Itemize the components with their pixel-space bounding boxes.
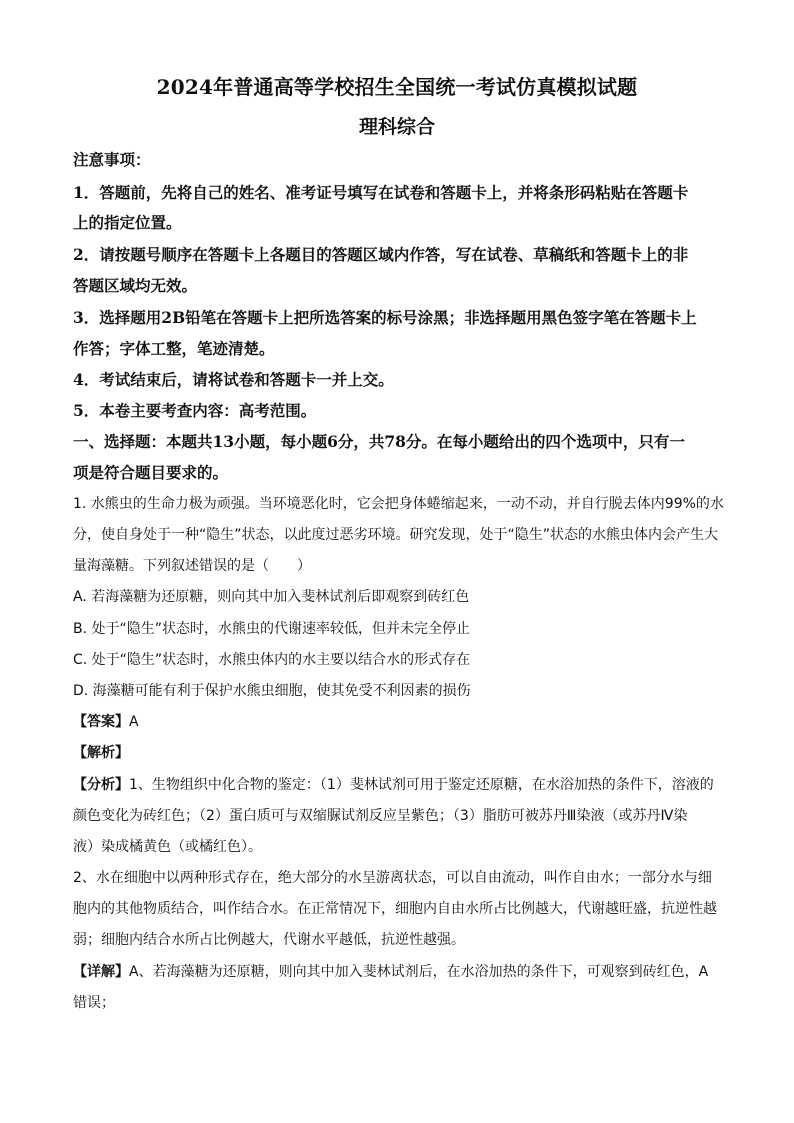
- notice-line: 2．请按题号顺序在答题卡上各题目的答题区域内作答，写在试卷、草稿纸和答题卡上的非: [73, 245, 689, 264]
- fenxi-text: 弱；细胞内结合水所占比例越大，代谢水平越低，抗逆性越强。: [73, 932, 465, 948]
- fenxi-text: 颜色变化为砖红色；（2）蛋白质可与双缩脲试剂反应呈紫色；（3）脂肪可被苏丹Ⅲ染液（或苏丹Ⅳ染: [73, 808, 688, 824]
- analysis-tag: 【解析】: [73, 745, 129, 761]
- xiangjie-tag: 【详解】: [73, 964, 129, 980]
- notice-line: 4．考试结束后，请将试卷和答题卡一并上交。: [73, 370, 394, 389]
- fenxi-text: 2、水在细胞中以两种形式存在，绝大部分的水呈游离状态，可以自由流动，叫作自由水；一部分水与细: [73, 870, 712, 886]
- option-a: A. 若海藻糖为还原糖，则向其中加入斐林试剂后即观察到砖红色: [73, 589, 470, 605]
- fenxi-line: [73, 775, 723, 795]
- notice-line: 上的指定位置。: [73, 213, 182, 232]
- xiangjie-text: 错误；: [73, 995, 115, 1011]
- question-stem: 分，使自身处于一种“隐生”状态，以此度过恶劣环境。研究发现，处于“隐生”状态的水熊虫体内会产生大: [73, 527, 719, 543]
- fenxi-text: 胞内的其他物质结合，叫作结合水。在正常情况下，细胞内自由水所占比例越大，代谢越旺盛，抗逆性越: [73, 901, 717, 917]
- answer-value: A: [129, 714, 139, 730]
- fenxi-tag: 【分析】: [73, 777, 129, 793]
- xiangjie-text: A、若海藻糖为还原糖，则向其中加入斐林试剂后，在水浴加热的条件下，可观察到砖红色，A: [129, 964, 709, 980]
- fenxi-text: 液）染成橘黄色（或橘红色）。: [73, 839, 262, 855]
- exam-title: 2024年普通高等学校招生全国统一考试仿真模拟试题: [156, 75, 638, 99]
- notice-line: 5．本卷主要考查内容：高考范围。: [73, 401, 317, 420]
- exam-subject: 理科综合: [358, 116, 435, 138]
- option-c: C. 处于“隐生”状态时，水熊虫体内的水主要以结合水的形式存在: [73, 652, 471, 668]
- question-stem: 量海藻糖。下列叙述错误的是（ ）: [73, 558, 311, 574]
- option-b: B. 处于“隐生”状态时，水熊虫的代谢速率较低，但并未完全停止: [73, 621, 471, 637]
- xiangjie-line: [73, 962, 723, 982]
- section-heading: 一、选择题：本题共13小题，每小题6分，共78分。在每小题给出的四个选项中，只有一: [73, 432, 685, 451]
- question-stem: 1. 水熊虫的生命力极为顽强。当环境恶化时，它会把身体蜷缩起来，一动不动，并自行脱去体内99%的水: [73, 496, 724, 512]
- notice-heading: 注意事项：: [73, 150, 151, 169]
- notice-line: 1．答题前，先将自己的姓名、准考证号填写在试卷和答题卡上，并将条形码粘贴在答题卡: [73, 183, 689, 202]
- notice-line: 作答；字体工整，笔迹清楚。: [73, 339, 275, 358]
- option-d: D. 海藻糖可能有利于保护水熊虫细胞，使其免受不利因素的损伤: [73, 683, 471, 699]
- section-heading-cont: 项是符合题目要求的。: [73, 463, 229, 482]
- answer-tag: 【答案】: [73, 714, 129, 730]
- answer-line: [73, 712, 723, 732]
- notice-line: 答题区域均无效。: [73, 276, 198, 295]
- fenxi-text: 1、生物组织中化合物的鉴定：（1）斐林试剂可用于鉴定还原糖，在水浴加热的条件下，溶液的: [129, 777, 714, 793]
- notice-line: 3．选择题用2B铅笔在答题卡上把所选答案的标号涂黑；非选择题用黑色签字笔在答题卡上: [73, 308, 697, 327]
